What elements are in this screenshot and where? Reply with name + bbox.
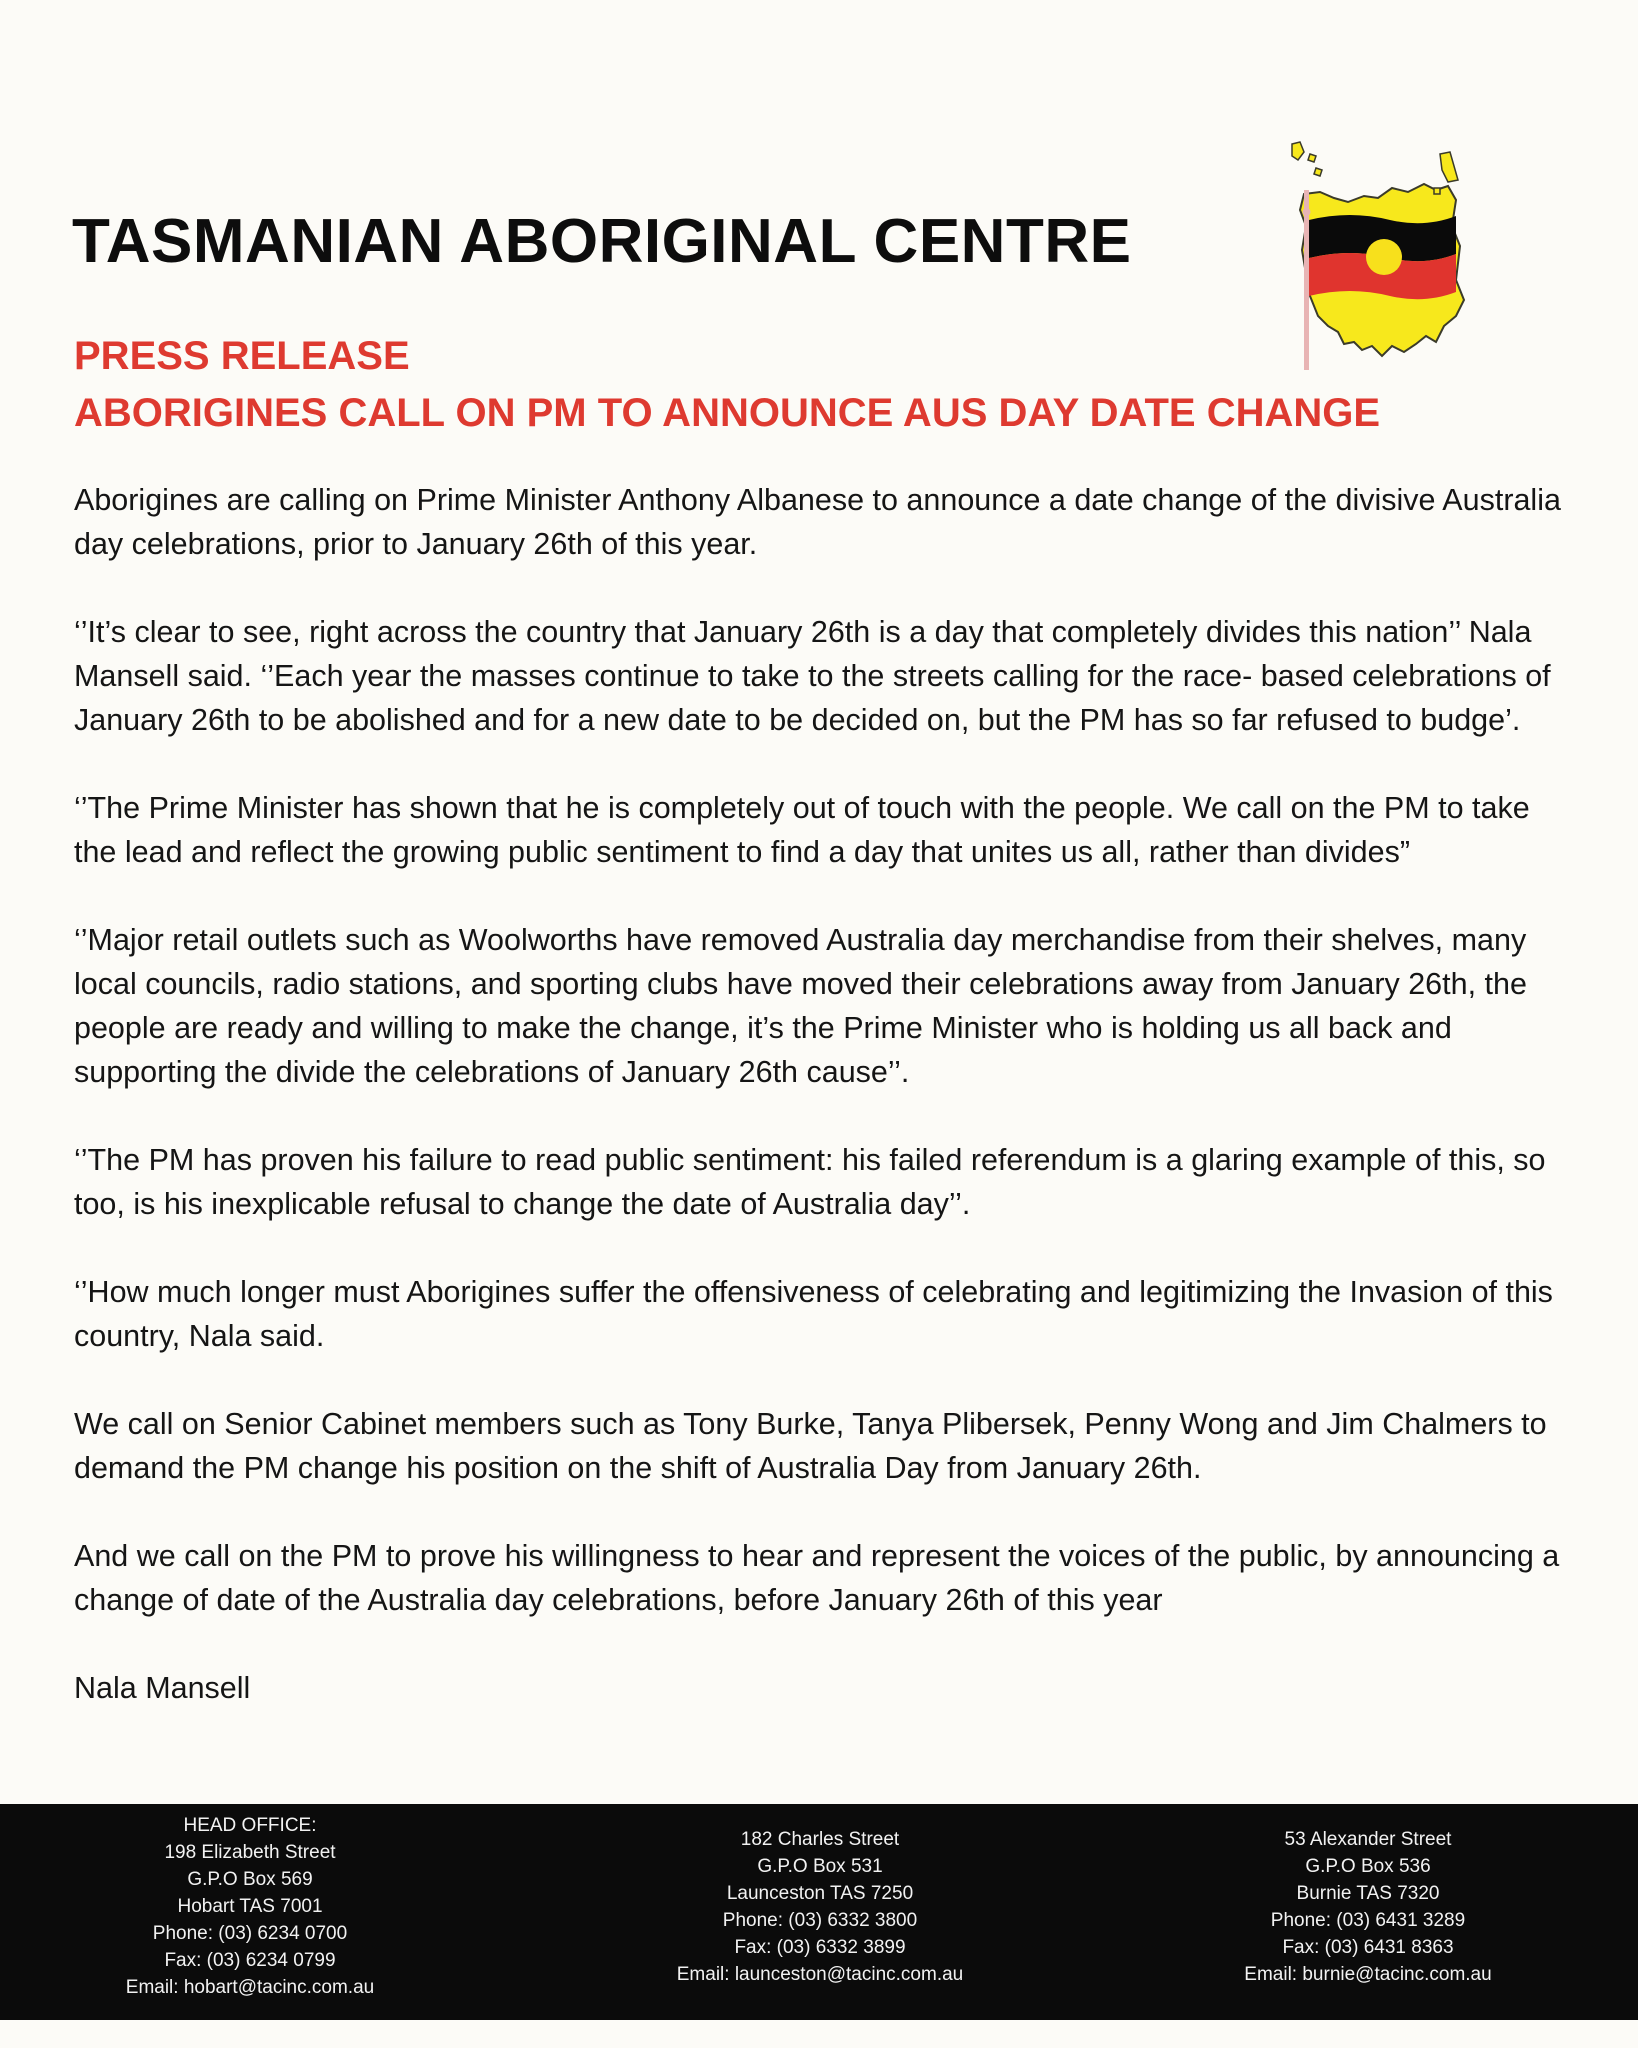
- paragraph: We call on Senior Cabinet members such as Tony Burke, Tanya Plibersek, Penny Wong and Jim Chalmers to demand the PM change his position on the shift of Australia Day from January 26th.: [74, 1407, 1547, 1485]
- signature: Nala Mansell: [74, 1671, 251, 1705]
- footer-contact-bar: [0, 1804, 1638, 2020]
- organisation-title: TASMANIAN ABORIGINAL CENTRE: [72, 207, 1132, 276]
- city-postcode: Burnie TAS 7320: [1296, 1883, 1440, 1904]
- launceston-office-address: [620, 1826, 1020, 1988]
- headline: ABORIGINES CALL ON PM TO ANNOUNCE AUS DAY DATE CHANGE: [74, 391, 1381, 435]
- fax-number: Fax: (03) 6431 8363: [1282, 1937, 1454, 1958]
- po-box: G.P.O Box 536: [1305, 1856, 1431, 1877]
- street-address: 198 Elizabeth Street: [164, 1842, 336, 1863]
- city-postcode: Hobart TAS 7001: [177, 1896, 323, 1917]
- press-release-body: [74, 478, 1574, 1754]
- paragraph: And we call on the PM to prove his willingness to hear and represent the voices of the public, by announcing a change of date of the Australia day celebrations, before January 26th of this year: [74, 1539, 1560, 1617]
- po-box: G.P.O Box 569: [187, 1869, 313, 1890]
- head-office-heading: HEAD OFFICE:: [183, 1815, 317, 1836]
- street-address: 53 Alexander Street: [1284, 1829, 1452, 1850]
- email-address: Email: hobart@tacinc.com.au: [125, 1977, 375, 1998]
- paragraph: ‘’The Prime Minister has shown that he is completely out of touch with the people. We call on the PM to take the lead and reflect the growing public sentiment to find a day that unites us all, rather than divides”: [74, 791, 1530, 869]
- paragraph: ‘’How much longer must Aborigines suffer the offensiveness of celebrating and legitimizing the Invasion of this country, Nala said.: [74, 1275, 1553, 1353]
- paragraph: ‘’Major retail outlets such as Woolworths have removed Australia day merchandise from their shelves, many local councils, radio stations, and sporting clubs have moved their celebrations away from January 26th, the people are ready and willing to make the change, it’s the Prime Minister who is holding us all back and supporting the divide the celebrations of January 26th cause’’.: [74, 923, 1527, 1089]
- phone-number: Phone: (03) 6332 3800: [722, 1910, 918, 1931]
- burnie-office-address: [1168, 1826, 1568, 1988]
- hobart-office-address: [50, 1812, 450, 2001]
- paragraph: ‘’The PM has proven his failure to read public sentiment: his failed referendum is a glaring example of this, so too, is his inexplicable refusal to change the date of Australia day’’.: [74, 1143, 1546, 1221]
- paragraph: ‘’It’s clear to see, right across the country that January 26th is a day that completely divides this nation’’ Nala Mansell said. ‘’Each year the masses continue to take to the streets calling for the race- based celebrations of January 26th to be abolished and for a new date to be decided on, but the PM has so far refused to budge’.: [74, 615, 1551, 737]
- phone-number: Phone: (03) 6234 0700: [152, 1923, 348, 1944]
- fax-number: Fax: (03) 6234 0799: [164, 1950, 336, 1971]
- phone-number: Phone: (03) 6431 3289: [1270, 1910, 1466, 1931]
- street-address: 182 Charles Street: [740, 1829, 900, 1850]
- paragraph: Aborigines are calling on Prime Minister Anthony Albanese to announce a date change of the divisive Australia day celebrations, prior to January 26th of this year.: [74, 483, 1561, 561]
- tasmania-map-aboriginal-flag-icon: [1280, 130, 1470, 375]
- fax-number: Fax: (03) 6332 3899: [734, 1937, 906, 1958]
- email-address: Email: launceston@tacinc.com.au: [676, 1964, 964, 1985]
- press-release-label: PRESS RELEASE: [74, 334, 410, 378]
- email-address: Email: burnie@tacinc.com.au: [1244, 1964, 1492, 1985]
- city-postcode: Launceston TAS 7250: [726, 1883, 914, 1904]
- po-box: G.P.O Box 531: [757, 1856, 883, 1877]
